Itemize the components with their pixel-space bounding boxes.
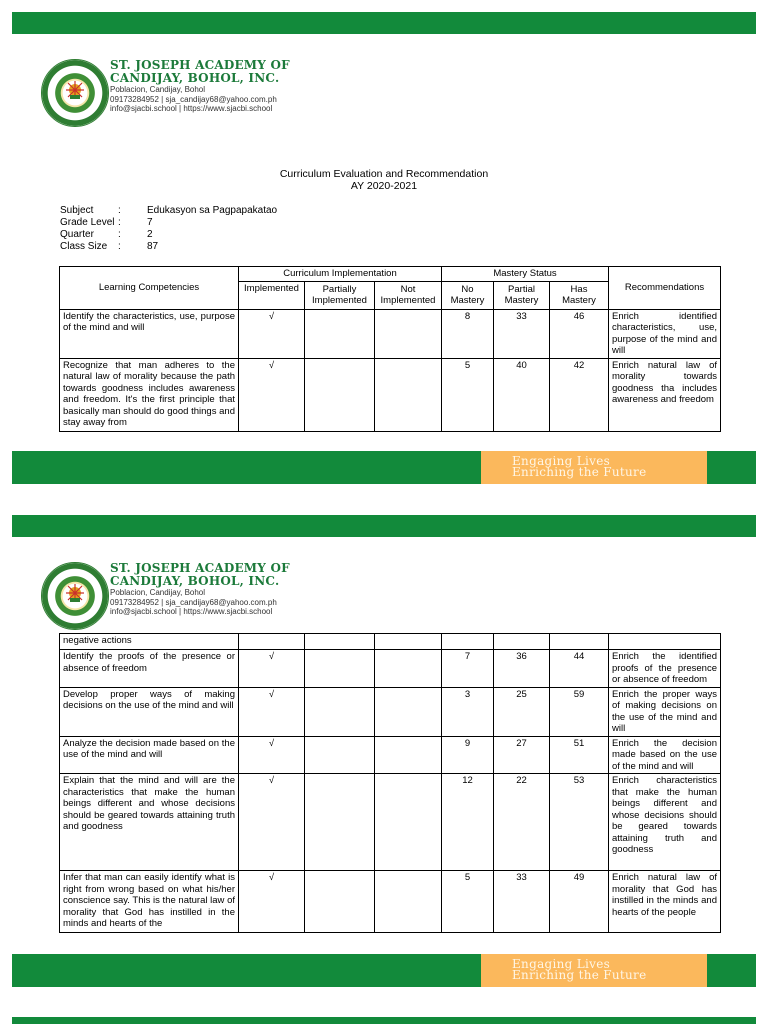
table-row xyxy=(60,687,721,736)
school-web: info@sjacbi.school | https://www.sjacbi.school xyxy=(110,607,273,616)
not-implemented-cell xyxy=(375,871,442,933)
tagline-box xyxy=(481,954,707,987)
meta-row-subject xyxy=(60,205,277,217)
school-seal-logo xyxy=(41,59,109,127)
table-header-row xyxy=(60,267,721,282)
meta-colon: : xyxy=(118,217,121,228)
school-header xyxy=(110,59,290,114)
not-implemented-cell xyxy=(375,650,442,688)
table-row xyxy=(60,309,721,358)
has-mastery-cell: 46 xyxy=(550,309,609,358)
header-not-implemented: Not Implemented xyxy=(375,281,442,309)
school-name-line1: ST. JOSEPH ACADEMY OF xyxy=(110,561,290,575)
partially-cell xyxy=(305,687,375,736)
recommendation-cell: Enrich the proper ways of making decisions on the use of the mind and will xyxy=(609,687,721,736)
evaluation-table-page2 xyxy=(59,633,721,933)
recommendation-cell: Enrich the identified proofs of the presence or absence of freedom xyxy=(609,650,721,688)
next-page-green-bar xyxy=(12,1017,756,1024)
implemented-check: √ xyxy=(239,687,305,736)
partially-cell xyxy=(305,774,375,871)
partially-cell xyxy=(305,736,375,774)
meta-row-grade-level xyxy=(60,217,277,229)
partial-mastery-cell: 33 xyxy=(494,871,550,933)
meta-label: Quarter xyxy=(60,229,94,240)
partial-mastery-cell: 27 xyxy=(494,736,550,774)
partially-cell xyxy=(305,358,375,431)
meta-value: 2 xyxy=(147,229,153,240)
partial-mastery-cell: 25 xyxy=(494,687,550,736)
partial-mastery-cell: 22 xyxy=(494,774,550,871)
evaluation-table-page1 xyxy=(59,266,721,432)
meta-value: 87 xyxy=(147,241,159,252)
no-mastery-cell: 3 xyxy=(442,687,494,736)
document-title: Curriculum Evaluation and Recommendation xyxy=(279,168,489,180)
meta-label: Grade Level xyxy=(60,217,115,228)
no-mastery-cell: 5 xyxy=(442,358,494,431)
table-row xyxy=(60,650,721,688)
header-partial-mastery: Partial Mastery xyxy=(494,281,550,309)
recommendation-cell: Enrich natural law of morality that God has instilled in the minds and hearts of the people xyxy=(609,871,721,933)
header-partially-implemented: Partially Implemented xyxy=(305,281,375,309)
header-has-mastery: Has Mastery xyxy=(550,281,609,309)
not-implemented-cell xyxy=(375,687,442,736)
seal-emblem-icon xyxy=(64,583,86,605)
not-implemented-cell xyxy=(375,774,442,871)
top-green-bar xyxy=(12,515,756,537)
has-mastery-cell: 42 xyxy=(550,358,609,431)
has-mastery-cell: 53 xyxy=(550,774,609,871)
header-recommendations: Recommendations xyxy=(609,267,721,310)
has-mastery-cell: 51 xyxy=(550,736,609,774)
school-address: Poblacion, Candijay, Bohol xyxy=(110,85,206,94)
document-title-block xyxy=(0,168,768,192)
header-implemented: Implemented xyxy=(239,281,305,309)
not-implemented-cell xyxy=(375,358,442,431)
school-address: Poblacion, Candijay, Bohol xyxy=(110,588,206,597)
meta-row-class-size xyxy=(60,241,277,253)
competency-cell: Analyze the decision made based on the use of the mind and will xyxy=(60,736,239,774)
recommendation-cell: Enrich identified characteristics, use, purpose of the mind and will xyxy=(609,309,721,358)
competency-cell: Explain that the mind and will are the characteristics that make the human beings different and whose decisions should be geared towards attaining truth and goodness xyxy=(60,774,239,871)
partially-cell xyxy=(305,634,375,650)
tagline-line2: Enriching the Future xyxy=(512,968,647,982)
school-name-line2: CANDIJAY, BOHOL, INC. xyxy=(110,574,280,588)
school-seal-logo xyxy=(41,562,109,630)
no-mastery-cell: 8 xyxy=(442,309,494,358)
meta-label: Subject xyxy=(60,205,94,216)
meta-colon: : xyxy=(118,241,121,252)
school-web: info@sjacbi.school | https://www.sjacbi.school xyxy=(110,104,273,113)
header-no-mastery: No Mastery xyxy=(442,281,494,309)
school-header xyxy=(110,562,290,617)
meta-row-quarter xyxy=(60,229,277,241)
tagline-line2: Enriching the Future xyxy=(512,465,647,479)
header-mastery: Mastery Status xyxy=(442,267,609,282)
competency-cell xyxy=(60,358,239,431)
recommendation-cell: Enrich characteristics that make the human beings different and whose decisions should be geared towards attaining truth and goodness xyxy=(609,774,721,871)
implemented-check: √ xyxy=(239,309,305,358)
table-row xyxy=(60,358,721,431)
implemented-check xyxy=(239,634,305,650)
seal-emblem-icon xyxy=(64,80,86,102)
partial-mastery-cell: 40 xyxy=(494,358,550,431)
implemented-check: √ xyxy=(239,650,305,688)
school-name-line2: CANDIJAY, BOHOL, INC. xyxy=(110,71,280,85)
implemented-check: √ xyxy=(239,736,305,774)
meta-value: 7 xyxy=(147,217,153,228)
tagline-line1: Engaging Lives xyxy=(512,454,611,468)
has-mastery-cell: 49 xyxy=(550,871,609,933)
school-contact: 09173284952 | sja_candijay68@yahoo.com.ph xyxy=(110,94,277,104)
no-mastery-cell: 12 xyxy=(442,774,494,871)
meta-colon: : xyxy=(118,229,121,240)
no-mastery-cell: 7 xyxy=(442,650,494,688)
partially-cell xyxy=(305,650,375,688)
partially-cell xyxy=(305,309,375,358)
recommendation-cell xyxy=(609,634,721,650)
partial-mastery-cell: 33 xyxy=(494,309,550,358)
partial-mastery-cell: 36 xyxy=(494,650,550,688)
competency-cell: Identify the proofs of the presence or absence of freedom xyxy=(60,650,239,688)
academic-year: AY 2020-2021 xyxy=(350,180,418,192)
recommendation-cell: Enrich the decision made based on the use of the mind and will xyxy=(609,736,721,774)
competency-cell: negative actions xyxy=(60,634,239,650)
meta-colon: : xyxy=(118,205,121,216)
no-mastery-cell: 5 xyxy=(442,871,494,933)
competency-cell: Develop proper ways of making decisions on the use of the mind and will xyxy=(60,687,239,736)
competency-cell: Identify the characteristics, use, purpose of the mind and will xyxy=(60,309,239,358)
not-implemented-cell xyxy=(375,309,442,358)
meta-label: Class Size xyxy=(60,241,108,252)
top-green-bar xyxy=(12,12,756,34)
has-mastery-cell: 59 xyxy=(550,687,609,736)
implemented-check: √ xyxy=(239,871,305,933)
school-name-line1: ST. JOSEPH ACADEMY OF xyxy=(110,58,290,72)
table-row xyxy=(60,871,721,933)
has-mastery-cell: 44 xyxy=(550,650,609,688)
has-mastery-cell xyxy=(550,634,609,650)
class-info xyxy=(60,205,277,253)
meta-value: Edukasyon sa Pagpapakatao xyxy=(147,205,278,216)
header-competencies: Learning Competencies xyxy=(60,267,239,310)
tagline-line1: Engaging Lives xyxy=(512,957,611,971)
table-row xyxy=(60,736,721,774)
table-row xyxy=(60,774,721,871)
implemented-check: √ xyxy=(239,358,305,431)
implemented-check: √ xyxy=(239,774,305,871)
tagline-box xyxy=(481,451,707,484)
header-implementation: Curriculum Implementation xyxy=(239,267,442,282)
school-contact: 09173284952 | sja_candijay68@yahoo.com.ph xyxy=(110,597,277,607)
not-implemented-cell xyxy=(375,634,442,650)
competency-cell xyxy=(60,871,239,933)
no-mastery-cell: 9 xyxy=(442,736,494,774)
not-implemented-cell xyxy=(375,736,442,774)
no-mastery-cell xyxy=(442,634,494,650)
partially-cell xyxy=(305,871,375,933)
competency-text: Recognize that man adheres to the natural law of morality because the path towards goodness includes awareness and freedom. It's the first principle that basically man should do good things and stay away from xyxy=(63,359,235,428)
table-row xyxy=(60,634,721,650)
partial-mastery-cell xyxy=(494,634,550,650)
competency-text: Infer that man can easily identify what is right from wrong based on what his/her conscience say. This is the natural law of morality that God has instilled in the minds and hearts of the xyxy=(63,872,235,929)
recommendation-cell: Enrich natural law of morality towards goodness tha includes awareness and freedom xyxy=(609,358,721,431)
